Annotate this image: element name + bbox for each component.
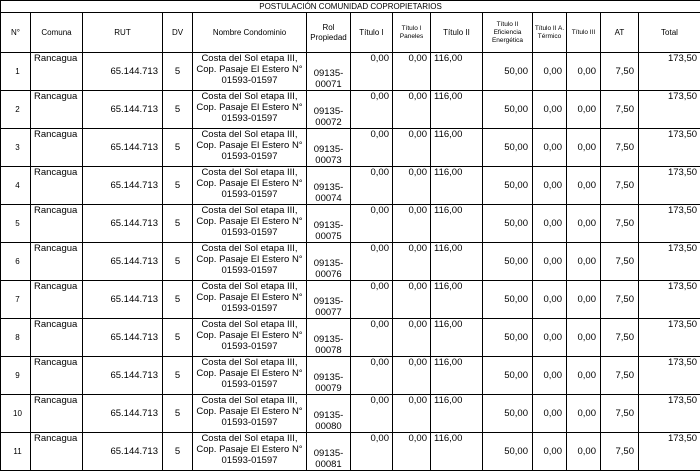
cell-comuna: Rancagua xyxy=(31,167,83,205)
cell-rol-propiedad: 09135-00072 xyxy=(307,91,351,129)
cell-nombre-condominio: Costa del Sol etapa III, Cop. Pasaje El Estero N° 01593-01597 xyxy=(193,281,307,319)
cell-titulo-i: 0,00 xyxy=(351,395,393,433)
cell-titulo-ii-eficiencia: 50,00 xyxy=(483,243,533,281)
cell-titulo-ii-termico: 0,00 xyxy=(533,91,567,129)
cell-nombre-condominio: Costa del Sol etapa III, Cop. Pasaje El Estero N° 01593-01597 xyxy=(193,53,307,91)
cell-titulo-i: 0,00 xyxy=(351,53,393,91)
cell-titulo-i-paneles: 0,00 xyxy=(393,243,431,281)
cell-nombre-condominio: Costa del Sol etapa III, Cop. Pasaje El Estero N° 01593-01597 xyxy=(193,433,307,471)
cell-comuna: Rancagua xyxy=(31,53,83,91)
cell-titulo-i-paneles: 0,00 xyxy=(393,395,431,433)
cell-titulo-i: 0,00 xyxy=(351,91,393,129)
cell-rut: 65.144.713 xyxy=(83,395,163,433)
cell-at: 7,50 xyxy=(601,357,639,395)
header-rol-propiedad: Rol Propiedad xyxy=(307,13,351,53)
cell-total: 173,50 xyxy=(639,319,700,357)
cell-titulo-iii: 0,00 xyxy=(567,205,601,243)
cell-comuna: Rancagua xyxy=(31,357,83,395)
cell-titulo-i: 0,00 xyxy=(351,243,393,281)
cell-rol-propiedad: 09135-00071 xyxy=(307,53,351,91)
cell-titulo-iii: 0,00 xyxy=(567,53,601,91)
cell-titulo-ii: 116,00 xyxy=(431,357,483,395)
cell-comuna: Rancagua xyxy=(31,205,83,243)
cell-rut: 65.144.713 xyxy=(83,167,163,205)
header-titulo-i: Título I xyxy=(351,13,393,53)
cell-rol-propiedad: 09135-00079 xyxy=(307,357,351,395)
cell-total: 173,50 xyxy=(639,167,700,205)
cell-titulo-iii: 0,00 xyxy=(567,167,601,205)
header-total: Total xyxy=(639,13,700,53)
cell-dv: 5 xyxy=(163,53,193,91)
cell-comuna: Rancagua xyxy=(31,91,83,129)
cell-rol-propiedad: 09135-00076 xyxy=(307,243,351,281)
cell-at: 7,50 xyxy=(601,243,639,281)
cell-titulo-ii-eficiencia: 50,00 xyxy=(483,91,533,129)
table-row xyxy=(1,243,700,281)
cell-titulo-ii-termico: 0,00 xyxy=(533,243,567,281)
cell-n: 4 xyxy=(1,167,31,205)
cell-n: 3 xyxy=(1,129,31,167)
cell-titulo-i-paneles: 0,00 xyxy=(393,53,431,91)
cell-rut: 65.144.713 xyxy=(83,357,163,395)
cell-titulo-i-paneles: 0,00 xyxy=(393,91,431,129)
cell-dv: 5 xyxy=(163,319,193,357)
cell-rol-propiedad: 09135-00074 xyxy=(307,167,351,205)
cell-total: 173,50 xyxy=(639,53,700,91)
cell-titulo-iii: 0,00 xyxy=(567,319,601,357)
table-row xyxy=(1,205,700,243)
cell-at: 7,50 xyxy=(601,433,639,471)
cell-titulo-iii: 0,00 xyxy=(567,243,601,281)
cell-total: 173,50 xyxy=(639,395,700,433)
cell-titulo-ii-termico: 0,00 xyxy=(533,53,567,91)
cell-at: 7,50 xyxy=(601,395,639,433)
cell-titulo-ii: 116,00 xyxy=(431,205,483,243)
cell-nombre-condominio: Costa del Sol etapa III, Cop. Pasaje El Estero N° 01593-01597 xyxy=(193,357,307,395)
table-row xyxy=(1,91,700,129)
cell-dv: 5 xyxy=(163,91,193,129)
header-dv: DV xyxy=(163,13,193,53)
table-row xyxy=(1,357,700,395)
cell-titulo-ii: 116,00 xyxy=(431,91,483,129)
cell-at: 7,50 xyxy=(601,205,639,243)
cell-titulo-ii: 116,00 xyxy=(431,395,483,433)
cell-at: 7,50 xyxy=(601,53,639,91)
cell-at: 7,50 xyxy=(601,91,639,129)
cell-n: 8 xyxy=(1,319,31,357)
table-title: POSTULACIÓN COMUNIDAD COPROPIETARIOS xyxy=(1,1,700,13)
header-titulo-i-paneles: Título I Paneles xyxy=(393,13,431,53)
cell-titulo-ii-eficiencia: 50,00 xyxy=(483,281,533,319)
cell-titulo-ii: 116,00 xyxy=(431,243,483,281)
cell-titulo-i: 0,00 xyxy=(351,433,393,471)
cell-titulo-ii: 116,00 xyxy=(431,129,483,167)
cell-n: 5 xyxy=(1,205,31,243)
cell-comuna: Rancagua xyxy=(31,129,83,167)
cell-titulo-i: 0,00 xyxy=(351,129,393,167)
cell-titulo-ii-termico: 0,00 xyxy=(533,167,567,205)
cell-titulo-iii: 0,00 xyxy=(567,91,601,129)
cell-total: 173,50 xyxy=(639,281,700,319)
cell-nombre-condominio: Costa del Sol etapa III, Cop. Pasaje El Estero N° 01593-01597 xyxy=(193,243,307,281)
cell-n: 1 xyxy=(1,53,31,91)
cell-titulo-iii: 0,00 xyxy=(567,357,601,395)
cell-titulo-ii-termico: 0,00 xyxy=(533,319,567,357)
cell-titulo-ii-termico: 0,00 xyxy=(533,395,567,433)
cell-titulo-ii-eficiencia: 50,00 xyxy=(483,53,533,91)
cell-dv: 5 xyxy=(163,205,193,243)
cell-total: 173,50 xyxy=(639,243,700,281)
table-row xyxy=(1,433,700,471)
table-row xyxy=(1,395,700,433)
cell-rut: 65.144.713 xyxy=(83,91,163,129)
cell-rol-propiedad: 09135-00075 xyxy=(307,205,351,243)
cell-titulo-ii-termico: 0,00 xyxy=(533,281,567,319)
cell-titulo-ii-eficiencia: 50,00 xyxy=(483,129,533,167)
cell-titulo-iii: 0,00 xyxy=(567,281,601,319)
cell-rut: 65.144.713 xyxy=(83,281,163,319)
cell-n: 7 xyxy=(1,281,31,319)
cell-titulo-i-paneles: 0,00 xyxy=(393,129,431,167)
cell-titulo-i: 0,00 xyxy=(351,281,393,319)
cell-nombre-condominio: Costa del Sol etapa III, Cop. Pasaje El Estero N° 01593-01597 xyxy=(193,167,307,205)
cell-titulo-ii: 116,00 xyxy=(431,433,483,471)
cell-titulo-i: 0,00 xyxy=(351,167,393,205)
cell-rut: 65.144.713 xyxy=(83,205,163,243)
cell-titulo-i-paneles: 0,00 xyxy=(393,205,431,243)
cell-titulo-ii-eficiencia: 50,00 xyxy=(483,433,533,471)
cell-titulo-ii-eficiencia: 50,00 xyxy=(483,167,533,205)
cell-titulo-ii: 116,00 xyxy=(431,167,483,205)
cell-titulo-i-paneles: 0,00 xyxy=(393,167,431,205)
cell-rol-propiedad: 09135-00073 xyxy=(307,129,351,167)
cell-titulo-i: 0,00 xyxy=(351,357,393,395)
cell-rol-propiedad: 09135-00081 xyxy=(307,433,351,471)
cell-titulo-iii: 0,00 xyxy=(567,433,601,471)
cell-titulo-ii: 116,00 xyxy=(431,281,483,319)
cell-comuna: Rancagua xyxy=(31,281,83,319)
cell-titulo-ii-eficiencia: 50,00 xyxy=(483,357,533,395)
header-n: N° xyxy=(1,13,31,53)
cell-titulo-iii: 0,00 xyxy=(567,129,601,167)
cell-titulo-ii: 116,00 xyxy=(431,319,483,357)
cell-n: 2 xyxy=(1,91,31,129)
cell-at: 7,50 xyxy=(601,129,639,167)
cell-total: 173,50 xyxy=(639,433,700,471)
header-comuna: Comuna xyxy=(31,13,83,53)
header-at: AT xyxy=(601,13,639,53)
cell-comuna: Rancagua xyxy=(31,243,83,281)
table-row xyxy=(1,129,700,167)
cell-total: 173,50 xyxy=(639,129,700,167)
cell-titulo-ii-eficiencia: 50,00 xyxy=(483,205,533,243)
cell-rol-propiedad: 09135-00077 xyxy=(307,281,351,319)
cell-at: 7,50 xyxy=(601,281,639,319)
cell-dv: 5 xyxy=(163,167,193,205)
cell-rol-propiedad: 09135-00080 xyxy=(307,395,351,433)
cell-total: 173,50 xyxy=(639,91,700,129)
cell-comuna: Rancagua xyxy=(31,395,83,433)
cell-titulo-ii-eficiencia: 50,00 xyxy=(483,319,533,357)
cell-nombre-condominio: Costa del Sol etapa III, Cop. Pasaje El Estero N° 01593-01597 xyxy=(193,129,307,167)
table-row xyxy=(1,53,700,91)
cell-titulo-i-paneles: 0,00 xyxy=(393,281,431,319)
cell-titulo-iii: 0,00 xyxy=(567,395,601,433)
cell-nombre-condominio: Costa del Sol etapa III, Cop. Pasaje El Estero N° 01593-01597 xyxy=(193,395,307,433)
cell-total: 173,50 xyxy=(639,205,700,243)
cell-titulo-ii-termico: 0,00 xyxy=(533,129,567,167)
cell-rut: 65.144.713 xyxy=(83,53,163,91)
cell-titulo-ii-termico: 0,00 xyxy=(533,205,567,243)
cell-rut: 65.144.713 xyxy=(83,433,163,471)
cell-dv: 5 xyxy=(163,281,193,319)
cell-at: 7,50 xyxy=(601,167,639,205)
cell-dv: 5 xyxy=(163,129,193,167)
cell-titulo-ii-termico: 0,00 xyxy=(533,433,567,471)
cell-titulo-ii-termico: 0,00 xyxy=(533,357,567,395)
header-nombre-condominio: Nombre Condominio xyxy=(193,13,307,53)
cell-titulo-i-paneles: 0,00 xyxy=(393,433,431,471)
header-titulo-iii: Título III xyxy=(567,13,601,53)
cell-nombre-condominio: Costa del Sol etapa III, Cop. Pasaje El Estero N° 01593-01597 xyxy=(193,205,307,243)
cell-titulo-i: 0,00 xyxy=(351,205,393,243)
cell-n: 10 xyxy=(1,395,31,433)
cell-dv: 5 xyxy=(163,357,193,395)
header-titulo-ii: Título II xyxy=(431,13,483,53)
cell-titulo-ii-eficiencia: 50,00 xyxy=(483,395,533,433)
cell-nombre-condominio: Costa del Sol etapa III, Cop. Pasaje El Estero N° 01593-01597 xyxy=(193,91,307,129)
cell-titulo-i-paneles: 0,00 xyxy=(393,357,431,395)
header-titulo-ii-eficiencia: Título II Eficiencia Energética xyxy=(483,13,533,53)
cell-rol-propiedad: 09135-00078 xyxy=(307,319,351,357)
cell-n: 6 xyxy=(1,243,31,281)
cell-rut: 65.144.713 xyxy=(83,243,163,281)
table-row xyxy=(1,167,700,205)
cell-n: 9 xyxy=(1,357,31,395)
cell-n: 11 xyxy=(1,433,31,471)
cell-titulo-i: 0,00 xyxy=(351,319,393,357)
cell-dv: 5 xyxy=(163,395,193,433)
cell-titulo-ii: 116,00 xyxy=(431,53,483,91)
cell-nombre-condominio: Costa del Sol etapa III, Cop. Pasaje El Estero N° 01593-01597 xyxy=(193,319,307,357)
cell-titulo-i-paneles: 0,00 xyxy=(393,319,431,357)
cell-dv: 5 xyxy=(163,433,193,471)
header-titulo-ii-termico: Título II A. Térmico xyxy=(533,13,567,53)
cell-dv: 5 xyxy=(163,243,193,281)
cell-rut: 65.144.713 xyxy=(83,129,163,167)
cell-at: 7,50 xyxy=(601,319,639,357)
table-row xyxy=(1,281,700,319)
cell-comuna: Rancagua xyxy=(31,319,83,357)
cell-comuna: Rancagua xyxy=(31,433,83,471)
table-row xyxy=(1,319,700,357)
cell-total: 173,50 xyxy=(639,357,700,395)
cell-rut: 65.144.713 xyxy=(83,319,163,357)
header-rut: RUT xyxy=(83,13,163,53)
